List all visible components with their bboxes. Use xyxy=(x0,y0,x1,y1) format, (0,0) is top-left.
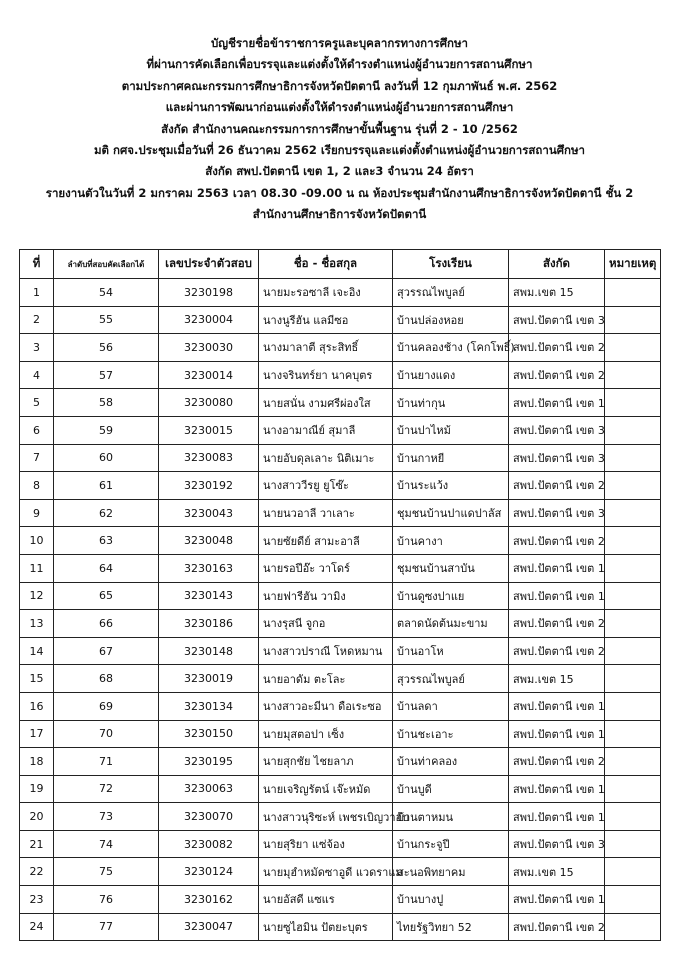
cell-remarks xyxy=(605,472,661,500)
cell-row-index: 6 xyxy=(20,416,54,444)
cell-full-name: นายมะรอซาลี เจะอิง xyxy=(259,279,393,307)
cell-affiliation: สพป.ปัตตานี เขต 2 xyxy=(509,913,605,941)
cell-full-name: นางสาววีรยู ยูโซ๊ะ xyxy=(259,472,393,500)
cell-school: ชุมชนบ้านสาบัน xyxy=(393,554,509,582)
cell-exam-id: 3230083 xyxy=(159,444,259,472)
cell-remarks xyxy=(605,665,661,693)
cell-exam-rank: 66 xyxy=(54,610,159,638)
cell-school: ไทยรัฐวิทยา 52 xyxy=(393,913,509,941)
cell-exam-rank: 55 xyxy=(54,306,159,334)
cell-exam-id: 3230162 xyxy=(159,886,259,914)
cell-full-name: นางนูรีฮัน แลมีซอ xyxy=(259,306,393,334)
cell-full-name: นายนวอาลี วาเลาะ xyxy=(259,499,393,527)
cell-school: บ้านชะเอาะ xyxy=(393,720,509,748)
cell-exam-id: 3230192 xyxy=(159,472,259,500)
table-row xyxy=(20,527,661,555)
column-header-remarks: หมายเหตุ xyxy=(605,250,661,279)
cell-school: บ้านท่ากุน xyxy=(393,389,509,417)
cell-exam-id: 3230048 xyxy=(159,527,259,555)
cell-affiliation: สพป.ปัตตานี เขต 1 xyxy=(509,554,605,582)
cell-remarks xyxy=(605,748,661,776)
cell-exam-rank: 58 xyxy=(54,389,159,417)
cell-affiliation: สพป.ปัตตานี เขต 1 xyxy=(509,720,605,748)
cell-school: สะนอพิทยาคม xyxy=(393,858,509,886)
cell-exam-id: 3230082 xyxy=(159,830,259,858)
cell-remarks xyxy=(605,444,661,472)
cell-exam-rank: 61 xyxy=(54,472,159,500)
cell-school: ตลาดนัดต้นมะขาม xyxy=(393,610,509,638)
cell-row-index: 5 xyxy=(20,389,54,417)
cell-row-index: 13 xyxy=(20,610,54,638)
cell-full-name: นายซัยดีย์ สามะอาลี xyxy=(259,527,393,555)
cell-exam-rank: 54 xyxy=(54,279,159,307)
cell-remarks xyxy=(605,830,661,858)
cell-row-index: 3 xyxy=(20,334,54,362)
cell-school: บ้านลดา xyxy=(393,692,509,720)
table-row xyxy=(20,416,661,444)
table-row xyxy=(20,279,661,307)
cell-remarks xyxy=(605,858,661,886)
cell-affiliation: สพม.เขต 15 xyxy=(509,858,605,886)
table-row xyxy=(20,472,661,500)
cell-row-index: 22 xyxy=(20,858,54,886)
cell-remarks xyxy=(605,692,661,720)
table-row xyxy=(20,554,661,582)
cell-remarks xyxy=(605,582,661,610)
cell-school: บ้านตาหมน xyxy=(393,803,509,831)
cell-remarks xyxy=(605,279,661,307)
cell-remarks xyxy=(605,527,661,555)
cell-exam-rank: 69 xyxy=(54,692,159,720)
table-row xyxy=(20,775,661,803)
cell-exam-rank: 70 xyxy=(54,720,159,748)
cell-full-name: นางสาวปราณี โหดหมาน xyxy=(259,637,393,665)
cell-affiliation: สพป.ปัตตานี เขต 3 xyxy=(509,499,605,527)
cell-school: บ้านยางแดง xyxy=(393,361,509,389)
cell-remarks xyxy=(605,306,661,334)
cell-exam-rank: 71 xyxy=(54,748,159,776)
cell-affiliation: สพป.ปัตตานี เขต 2 xyxy=(509,637,605,665)
cell-affiliation: สพป.ปัตตานี เขต 2 xyxy=(509,361,605,389)
cell-exam-id: 3230015 xyxy=(159,416,259,444)
cell-school: บ้านกาหยี xyxy=(393,444,509,472)
cell-full-name: นางสาวนุริซะห์ เพชรเบิญวาอับ xyxy=(259,803,393,831)
cell-remarks xyxy=(605,389,661,417)
cell-exam-id: 3230030 xyxy=(159,334,259,362)
cell-exam-rank: 67 xyxy=(54,637,159,665)
cell-full-name: นายซูไฮมิน ปัตยะบุตร xyxy=(259,913,393,941)
header-line-2: ที่ผ่านการคัดเลือกเพื่อบรรจุและแต่งตั้งให้ดำรงตำแหน่งผู้อำนวยการสถานศึกษา xyxy=(146,57,533,72)
cell-school: บ้านบูดี xyxy=(393,775,509,803)
cell-full-name: นายรอปีอ๊ะ วาโดร์ xyxy=(259,554,393,582)
cell-row-index: 8 xyxy=(20,472,54,500)
cell-row-index: 12 xyxy=(20,582,54,610)
table-row xyxy=(20,610,661,638)
cell-affiliation: สพม.เขต 15 xyxy=(509,665,605,693)
cell-exam-id: 3230124 xyxy=(159,858,259,886)
column-header-affiliation: สังกัด xyxy=(509,250,605,279)
cell-full-name: นางสาวอะมีนา ดือเระซอ xyxy=(259,692,393,720)
cell-remarks xyxy=(605,610,661,638)
cell-full-name: นางจรินทร์ยา นาคบุตร xyxy=(259,361,393,389)
cell-exam-rank: 77 xyxy=(54,913,159,941)
header-line-3: ตามประกาศคณะกรรมการศึกษาธิการจังหวัดปัตตานี ลงวันที่ 12 กุมภาพันธ์ พ.ศ. 2562 xyxy=(121,78,558,93)
table-row xyxy=(20,361,661,389)
cell-school: บ้านระแว้ง xyxy=(393,472,509,500)
header-line-4: และผ่านการพัฒนาก่อนแต่งตั้งให้ดำรงตำแหน่งผู้อำนวยการสถานศึกษา xyxy=(165,100,514,115)
cell-affiliation: สพป.ปัตตานี เขต 1 xyxy=(509,389,605,417)
cell-remarks xyxy=(605,720,661,748)
cell-full-name: นายเจริญรัตน์ เจ๊ะหมัด xyxy=(259,775,393,803)
cell-exam-id: 3230080 xyxy=(159,389,259,417)
cell-row-index: 7 xyxy=(20,444,54,472)
header-line-8: รายงานตัวในวันที่ 2 มกราคม 2563 เวลา 08.30 -09.00 น ณ ห้องประชุมสำนักงานศึกษาธิการจังหวัดปัตตานี ชั้น 2 xyxy=(45,185,634,200)
cell-affiliation: สพป.ปัตตานี เขต 3 xyxy=(509,444,605,472)
cell-school: บ้านปล่องหอย xyxy=(393,306,509,334)
cell-full-name: นางอามาณีย์ สุมาลี xyxy=(259,416,393,444)
cell-full-name: นางมาลาตี สุระสิทธิ์ xyxy=(259,334,393,362)
cell-remarks xyxy=(605,499,661,527)
cell-exam-id: 3230043 xyxy=(159,499,259,527)
cell-exam-rank: 65 xyxy=(54,582,159,610)
cell-full-name: นายอัสดี แซแร xyxy=(259,886,393,914)
header-line-5: สังกัด สำนักงานคณะกรรมการการศึกษาขั้นพื้นฐาน รุ่นที่ 2 - 10 /2562 xyxy=(161,121,518,136)
cell-affiliation: สพป.ปัตตานี เขต 1 xyxy=(509,582,605,610)
cell-school: บ้านอาโห xyxy=(393,637,509,665)
table-row xyxy=(20,720,661,748)
table-row xyxy=(20,858,661,886)
cell-school: บ้านคางา xyxy=(393,527,509,555)
cell-row-index: 10 xyxy=(20,527,54,555)
cell-full-name: นายมุสตอปา เซ็ง xyxy=(259,720,393,748)
cell-affiliation: สพป.ปัตตานี เขต 1 xyxy=(509,775,605,803)
cell-affiliation: สพป.ปัตตานี เขต 2 xyxy=(509,472,605,500)
cell-school: สุวรรณไพบูลย์ xyxy=(393,279,509,307)
column-header-exam-id: เลขประจำตัวสอบ xyxy=(159,250,259,279)
cell-exam-rank: 75 xyxy=(54,858,159,886)
cell-school: บ้านคลองช้าง (โคกโพธิ์) xyxy=(393,334,509,362)
cell-affiliation: สพป.ปัตตานี เขต 2 xyxy=(509,610,605,638)
cell-exam-rank: 60 xyxy=(54,444,159,472)
cell-exam-rank: 63 xyxy=(54,527,159,555)
cell-exam-id: 3230163 xyxy=(159,554,259,582)
cell-row-index: 9 xyxy=(20,499,54,527)
cell-exam-rank: 68 xyxy=(54,665,159,693)
cell-remarks xyxy=(605,416,661,444)
table-header-row xyxy=(20,250,661,279)
column-header-full-name: ชื่อ - ชื่อสกุล xyxy=(259,250,393,279)
cell-row-index: 4 xyxy=(20,361,54,389)
cell-school: ชุมชนบ้านปาแดปาลัส xyxy=(393,499,509,527)
cell-exam-rank: 73 xyxy=(54,803,159,831)
cell-school: สุวรรณไพบูลย์ xyxy=(393,665,509,693)
table-row xyxy=(20,830,661,858)
header-line-7: สังกัด สพป.ปัตตานี เขต 1, 2 และ3 จำนวน 24 อัตรา xyxy=(205,164,474,179)
table-row xyxy=(20,692,661,720)
cell-exam-rank: 76 xyxy=(54,886,159,914)
cell-remarks xyxy=(605,775,661,803)
cell-exam-rank: 72 xyxy=(54,775,159,803)
cell-affiliation: สพป.ปัตตานี เขต 2 xyxy=(509,748,605,776)
cell-full-name: นายอาดัม ตะโละ xyxy=(259,665,393,693)
cell-remarks xyxy=(605,554,661,582)
header-line-6: มติ กศจ.ประชุมเมื่อวันที่ 26 ธันวาคม 2562 เรียกบรรจุและแต่งตั้งตำแหน่งผู้อำนวยการสถานศึกษา xyxy=(93,143,586,158)
table-row xyxy=(20,803,661,831)
column-header-index: ที่ xyxy=(20,250,54,279)
cell-affiliation: สพป.ปัตตานี เขต 3 xyxy=(509,416,605,444)
cell-affiliation: สพป.ปัตตานี เขต 2 xyxy=(509,527,605,555)
cell-exam-id: 3230019 xyxy=(159,665,259,693)
cell-exam-rank: 62 xyxy=(54,499,159,527)
cell-full-name: นางรุสนี จูกอ xyxy=(259,610,393,638)
table-row xyxy=(20,306,661,334)
cell-exam-rank: 74 xyxy=(54,830,159,858)
document-header xyxy=(0,33,679,226)
column-header-exam-rank: ลำดับที่สอบคัดเลือกได้ xyxy=(54,250,159,279)
column-header-school: โรงเรียน xyxy=(393,250,509,279)
cell-exam-id: 3230198 xyxy=(159,279,259,307)
cell-row-index: 21 xyxy=(20,830,54,858)
cell-affiliation: สพม.เขต 15 xyxy=(509,279,605,307)
cell-exam-id: 3230014 xyxy=(159,361,259,389)
table-row xyxy=(20,886,661,914)
cell-exam-id: 3230070 xyxy=(159,803,259,831)
cell-row-index: 15 xyxy=(20,665,54,693)
table-row xyxy=(20,389,661,417)
roster-table xyxy=(19,249,661,941)
cell-exam-id: 3230004 xyxy=(159,306,259,334)
cell-row-index: 1 xyxy=(20,279,54,307)
cell-school: บ้านบางปู xyxy=(393,886,509,914)
table-row xyxy=(20,499,661,527)
cell-row-index: 17 xyxy=(20,720,54,748)
cell-school: บ้านดูซงปาแย xyxy=(393,582,509,610)
cell-full-name: นายสุกชัย ไชยลาภ xyxy=(259,748,393,776)
table-row xyxy=(20,334,661,362)
cell-remarks xyxy=(605,913,661,941)
cell-affiliation: สพป.ปัตตานี เขต 2 xyxy=(509,334,605,362)
header-line-1: บัญชีรายชื่อข้าราชการครูและบุคลากรทางการศึกษา xyxy=(210,36,469,50)
cell-school: บ้านท่าคลอง xyxy=(393,748,509,776)
cell-row-index: 24 xyxy=(20,913,54,941)
cell-exam-id: 3230148 xyxy=(159,637,259,665)
cell-row-index: 11 xyxy=(20,554,54,582)
cell-affiliation: สพป.ปัตตานี เขต 1 xyxy=(509,886,605,914)
cell-exam-rank: 57 xyxy=(54,361,159,389)
cell-exam-rank: 59 xyxy=(54,416,159,444)
cell-remarks xyxy=(605,637,661,665)
cell-affiliation: สพป.ปัตตานี เขต 1 xyxy=(509,803,605,831)
header-line-9: สำนักงานศึกษาธิการจังหวัดปัตตานี xyxy=(252,207,427,222)
cell-affiliation: สพป.ปัตตานี เขต 1 xyxy=(509,692,605,720)
cell-school: บ้านกระจูปี xyxy=(393,830,509,858)
cell-row-index: 16 xyxy=(20,692,54,720)
cell-exam-id: 3230143 xyxy=(159,582,259,610)
table-row xyxy=(20,637,661,665)
cell-remarks xyxy=(605,803,661,831)
cell-exam-rank: 56 xyxy=(54,334,159,362)
cell-affiliation: สพป.ปัตตานี เขต 3 xyxy=(509,830,605,858)
cell-row-index: 19 xyxy=(20,775,54,803)
table-row xyxy=(20,748,661,776)
cell-full-name: นายสนั่น งามศรีผ่องใส xyxy=(259,389,393,417)
table-row xyxy=(20,582,661,610)
cell-full-name: นายอับดุลเลาะ นิติเมาะ xyxy=(259,444,393,472)
cell-exam-rank: 64 xyxy=(54,554,159,582)
cell-exam-id: 3230134 xyxy=(159,692,259,720)
cell-row-index: 2 xyxy=(20,306,54,334)
cell-row-index: 20 xyxy=(20,803,54,831)
table-row xyxy=(20,444,661,472)
cell-full-name: นายมุฮำหมัดซาอูดี แวดราแม xyxy=(259,858,393,886)
cell-remarks xyxy=(605,361,661,389)
cell-exam-id: 3230195 xyxy=(159,748,259,776)
table-row xyxy=(20,913,661,941)
table-row xyxy=(20,665,661,693)
cell-exam-id: 3230047 xyxy=(159,913,259,941)
cell-school: บ้านปาไหม้ xyxy=(393,416,509,444)
cell-affiliation: สพป.ปัตตานี เขต 3 xyxy=(509,306,605,334)
cell-remarks xyxy=(605,334,661,362)
cell-exam-id: 3230063 xyxy=(159,775,259,803)
cell-exam-id: 3230150 xyxy=(159,720,259,748)
cell-row-index: 18 xyxy=(20,748,54,776)
cell-exam-id: 3230186 xyxy=(159,610,259,638)
cell-row-index: 14 xyxy=(20,637,54,665)
cell-full-name: นายฟารีฮัน วามิง xyxy=(259,582,393,610)
cell-remarks xyxy=(605,886,661,914)
cell-full-name: นายสุริยา แซ่จ้อง xyxy=(259,830,393,858)
cell-row-index: 23 xyxy=(20,886,54,914)
